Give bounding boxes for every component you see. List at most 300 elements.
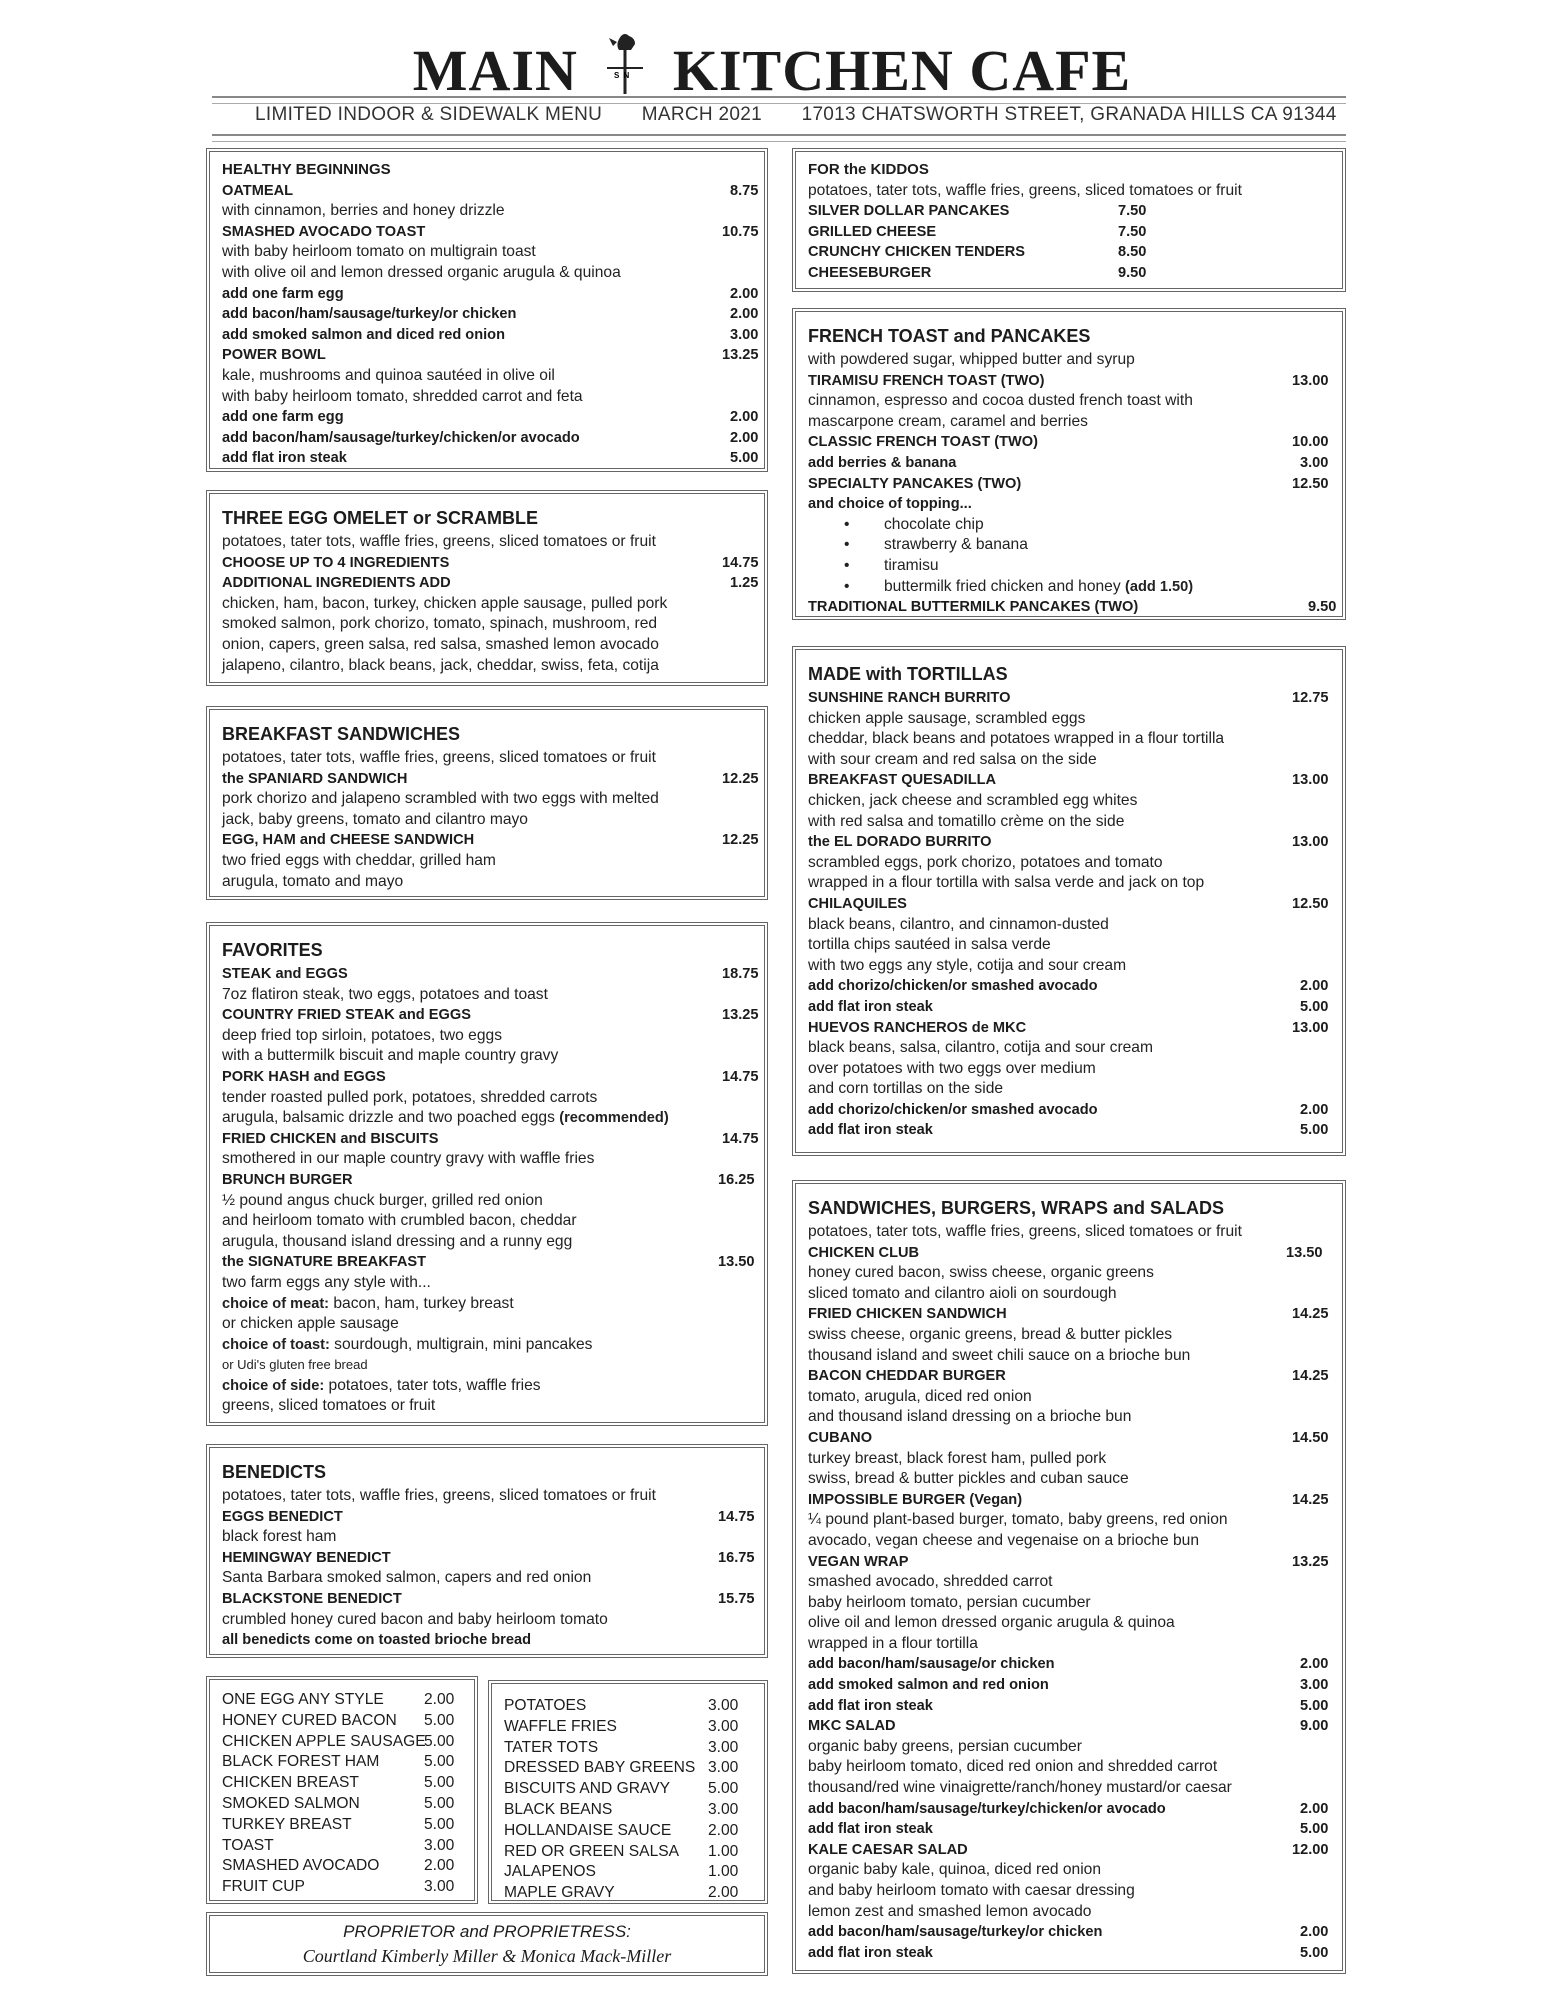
addon-name: add flat iron steak [808, 1821, 933, 1838]
addon-price: 2.00 [1300, 978, 1329, 995]
address: 17013 CHATSWORTH STREET, GRANADA HILLS CA 91344 [801, 104, 1337, 125]
item-desc: two farm eggs any style with... [222, 1273, 431, 1291]
item-desc: and corn tortillas on the side [808, 1080, 1004, 1098]
item-desc: chicken, jack cheese and scrambled egg whites [808, 791, 1138, 809]
sides-left-section [206, 1676, 478, 1904]
item-price: 13.25 [722, 1007, 759, 1024]
addon-price: 2.00 [730, 409, 759, 426]
item-price: 2.00 [708, 1821, 739, 1839]
addon-price: 3.00 [1300, 454, 1329, 471]
item-name: JALAPENOS [504, 1863, 596, 1881]
item-price: 13.50 [718, 1254, 755, 1271]
item-name: POWER BOWL [222, 347, 326, 364]
item-desc: or chicken apple sausage [222, 1315, 399, 1333]
choice-label: choice of side: [222, 1377, 325, 1394]
item-price: 15.75 [718, 1590, 755, 1607]
item-desc: black forest ham [222, 1528, 337, 1546]
item-price: 13.00 [1292, 1019, 1329, 1036]
item-desc: ½ pound angus chuck burger, grilled red onion [222, 1191, 543, 1209]
topping-choice-label: and choice of topping... [808, 496, 972, 513]
item-desc: kale, mushrooms and quinoa sautéed in olive oil [222, 366, 555, 384]
proprietor-heading: PROPRIETOR and PROPRIETRESS: [343, 1922, 631, 1941]
item-price: 13.00 [1292, 772, 1329, 789]
item-desc: olive oil and lemon dressed organic arugula & quinoa [808, 1614, 1175, 1632]
item-price: 2.00 [424, 1857, 455, 1875]
item-name: POTATOES [504, 1697, 587, 1714]
item-desc: two fried eggs with cheddar, grilled ham [222, 851, 496, 869]
kids-item [808, 201, 1330, 222]
item-name: MAPLE GRAVY [504, 1884, 615, 1902]
item-price: 9.00 [1300, 1718, 1329, 1735]
item-desc: swiss, bread & butter pickles and cuban sauce [808, 1470, 1129, 1488]
topping-text: tiramisu [884, 556, 939, 574]
item-price: 7.50 [1118, 223, 1147, 240]
sides-right-list [504, 1696, 752, 1904]
item-desc: arugula, tomato and mayo [222, 872, 404, 890]
item-desc: black beans, cilantro, and cinnamon-dusted [808, 915, 1109, 933]
item-name: ADDITIONAL INGREDIENTS ADD [222, 575, 451, 592]
item-price: 3.00 [708, 1697, 739, 1714]
item-name: HEMINGWAY BENEDICT [222, 1549, 391, 1566]
side-item [222, 1794, 462, 1815]
item-name: TRADITIONAL BUTTERMILK PANCAKES (TWO) [808, 599, 1139, 616]
addon-name: add chorizo/chicken/or smashed avocado [808, 1101, 1098, 1118]
item-name: HUEVOS RANCHEROS de MKC [808, 1019, 1027, 1036]
item-name: CRUNCHY CHICKEN TENDERS [808, 244, 1026, 261]
item-name: BLACK BEANS [504, 1800, 613, 1818]
item-desc [222, 1108, 752, 1129]
item-name: CLASSIC FRENCH TOAST (TWO) [808, 434, 1038, 451]
breakfast-sandwiches-section [206, 706, 768, 900]
topping-surcharge: (add 1.50) [1124, 578, 1194, 595]
item-name: BRUNCH BURGER [222, 1171, 353, 1188]
addon-price: 5.00 [1300, 1122, 1329, 1139]
topping-text: chocolate chip [884, 515, 984, 533]
item-name: TURKEY BREAST [222, 1815, 352, 1833]
item-price: 5.00 [424, 1732, 455, 1750]
item-name: the EL DORADO BURRITO [808, 834, 992, 851]
kids-item [808, 263, 1330, 284]
item-desc: tortilla chips sautéed in salsa verde [808, 936, 1051, 954]
item-name: FRIED CHICKEN SANDWICH [808, 1306, 1007, 1323]
item-desc: thousand/red wine vinaigrette/ranch/honey mustard/or caesar [808, 1779, 1232, 1797]
side-item [222, 1836, 462, 1857]
addon-name: add smoked salmon and diced red onion [222, 326, 506, 343]
side-item [222, 1711, 462, 1732]
item-name: FRIED CHICKEN and BISCUITS [222, 1130, 439, 1147]
side-item [222, 1773, 462, 1794]
item-price: 5.00 [424, 1711, 455, 1729]
choice-toast [222, 1335, 752, 1356]
side-item [504, 1883, 752, 1904]
addon-price: 2.00 [1300, 1800, 1329, 1817]
item-name: COUNTRY FRIED STEAK and EGGS [222, 1007, 471, 1024]
item-price: 14.25 [1292, 1491, 1329, 1508]
benedicts-section [206, 1444, 768, 1658]
sides-note: potatoes, tater tots, waffle fries, greens, sliced tomatoes or fruit [222, 533, 656, 550]
tortillas-section [792, 646, 1346, 1156]
item-price: 10.00 [1292, 434, 1329, 451]
item-name: BLACKSTONE BENEDICT [222, 1590, 402, 1607]
item-price: 18.75 [722, 966, 759, 982]
side-item [222, 1732, 462, 1753]
bullet-icon: • [844, 536, 850, 554]
item-desc: and thousand island dressing on a brioche bun [808, 1408, 1132, 1426]
sides-note: potatoes, tater tots, waffle fries, greens, sliced tomatoes or fruit [222, 749, 656, 766]
subheader [255, 104, 1337, 126]
item-name: the SIGNATURE BREAKFAST [222, 1254, 427, 1271]
item-price: 2.00 [424, 1691, 455, 1708]
choice-side [222, 1376, 752, 1397]
item-price: 5.00 [424, 1774, 455, 1792]
item-price: 14.25 [1292, 1306, 1329, 1323]
sides-right-section [488, 1680, 768, 1904]
item-desc: cinnamon, espresso and cocoa dusted french toast with [808, 392, 1193, 410]
section-title: FOR the KIDDOS [808, 161, 929, 178]
item-desc: wrapped in a flour tortilla [808, 1634, 978, 1652]
addon-name: add flat iron steak [808, 1697, 933, 1714]
item-price: 3.00 [424, 1878, 455, 1896]
item-desc: smothered in our maple country gravy with waffle fries [222, 1150, 595, 1168]
item-price: 14.75 [718, 1508, 755, 1525]
side-item [222, 1752, 462, 1773]
item-desc: smashed avocado, shredded carrot [808, 1573, 1053, 1591]
section-title: BENEDICTS [222, 1462, 327, 1482]
addon-name: add flat iron steak [808, 1944, 933, 1961]
item-name: VEGAN WRAP [808, 1553, 909, 1570]
vane-letters: S N [614, 71, 631, 80]
item-desc: crumbled honey cured bacon and baby heirloom tomato [222, 1610, 608, 1628]
item-price: 13.50 [1286, 1244, 1323, 1261]
bullet-icon: • [844, 515, 850, 533]
side-item [504, 1821, 752, 1842]
section-title: SANDWICHES, BURGERS, WRAPS and SALADS [808, 1198, 1225, 1218]
addon-price: 5.00 [1300, 1821, 1329, 1838]
item-name: CHILAQUILES [808, 895, 907, 912]
item-name: OATMEAL [222, 182, 294, 199]
addon-name: add one farm egg [222, 285, 344, 302]
item-desc: greens, sliced tomatoes or fruit [222, 1397, 436, 1415]
item-desc: over potatoes with two eggs over medium [808, 1059, 1096, 1077]
item-desc: tomato, arugula, diced red onion [808, 1387, 1032, 1405]
sides-left-list [222, 1690, 462, 1898]
item-desc: wrapped in a flour tortilla with salsa verde and jack on top [808, 874, 1205, 892]
item-name: SMASHED AVOCADO [222, 1857, 380, 1875]
benedicts-note: all benedicts come on toasted brioche bread [222, 1632, 531, 1649]
header-rule-bottom [212, 134, 1346, 142]
item-price: 13.25 [722, 347, 759, 364]
item-price: 12.00 [1292, 1841, 1329, 1858]
item-price: 14.75 [722, 554, 759, 571]
menu-type: LIMITED INDOOR & SIDEWALK MENU [255, 104, 603, 125]
topping-text: buttermilk fried chicken and honey [884, 577, 1121, 595]
side-item [222, 1815, 462, 1836]
bullet-icon: • [844, 556, 850, 574]
item-price: 16.25 [718, 1171, 755, 1188]
item-price: 1.00 [708, 1842, 739, 1860]
item-price: 3.00 [708, 1800, 739, 1818]
item-name: MKC SALAD [808, 1718, 896, 1735]
sides-note: potatoes, tater tots, waffle fries, greens, sliced tomatoes or fruit [222, 1487, 656, 1504]
item-desc: with olive oil and lemon dressed organic arugula & quinoa [222, 263, 621, 281]
item-name: SMASHED AVOCADO TOAST [222, 223, 426, 240]
item-price: 3.00 [708, 1717, 739, 1735]
section-title: BREAKFAST SANDWICHES [222, 724, 461, 744]
topping-text: strawberry & banana [884, 536, 1028, 554]
bullet-icon: • [844, 577, 850, 595]
proprietor-section [206, 1912, 768, 1976]
addon-price: 2.00 [1300, 1924, 1329, 1941]
item-desc: honey cured bacon, swiss cheese, organic greens [808, 1264, 1154, 1282]
item-desc: with baby heirloom tomato on multigrain toast [222, 243, 536, 261]
item-name: TATER TOTS [504, 1738, 599, 1756]
item-desc: turkey breast, black forest ham, pulled pork [808, 1449, 1107, 1467]
item-name: SUNSHINE RANCH BURRITO [808, 690, 1011, 706]
item-name: PORK HASH and EGGS [222, 1068, 386, 1085]
section-title: MADE with TORTILLAS [808, 664, 1008, 684]
healthy-beginnings-section [206, 148, 768, 472]
sides-note: potatoes, tater tots, waffle fries, greens, sliced tomatoes or fruit [808, 1223, 1242, 1240]
topping-item [808, 577, 1330, 598]
item-price: 12.50 [1292, 475, 1329, 492]
item-desc: scrambled eggs, pork chorizo, potatoes and tomato [808, 853, 1163, 871]
item-desc: swiss cheese, organic greens, bread & butter pickles [808, 1325, 1173, 1343]
item-desc: baby heirloom tomato, diced red onion and shredded carrot [808, 1758, 1218, 1776]
recommended-note: (recommended) [559, 1110, 669, 1127]
item-price: 3.00 [708, 1759, 739, 1777]
item-price: 2.00 [708, 1884, 739, 1902]
french-toast-section [792, 308, 1346, 620]
cafe-title [0, 32, 1544, 101]
section-title: FRENCH TOAST and PANCAKES [808, 326, 1091, 346]
side-item [504, 1842, 752, 1863]
side-item [504, 1800, 752, 1821]
item-desc: and heirloom tomato with crumbled bacon, cheddar [222, 1212, 577, 1230]
item-price: 10.75 [722, 223, 759, 240]
item-name: FRUIT CUP [222, 1878, 305, 1896]
item-name: BACON CHEDDAR BURGER [808, 1368, 1006, 1385]
addon-price: 5.00 [730, 450, 759, 467]
item-desc: organic baby kale, quinoa, diced red onion [808, 1861, 1102, 1879]
addon-price: 2.00 [1300, 1656, 1329, 1673]
item-desc: deep fried top sirloin, potatoes, two eggs [222, 1026, 502, 1044]
topping-item [808, 556, 1330, 577]
item-price: 14.75 [722, 1068, 759, 1085]
item-name: CHOOSE UP TO 4 INGREDIENTS [222, 554, 450, 571]
item-price: 1.00 [708, 1863, 739, 1881]
item-name: HONEY CURED BACON [222, 1711, 397, 1729]
item-desc: jack, baby greens, tomato and cilantro mayo [222, 810, 528, 828]
item-name: TOAST [222, 1836, 274, 1854]
item-desc: arugula, thousand island dressing and a runny egg [222, 1232, 573, 1250]
proprietor-names: Courtland Kimberly Miller & Monica Mack-Miller [302, 1946, 672, 1966]
item-price: 12.50 [1292, 895, 1329, 912]
addon-name: add chorizo/chicken/or smashed avocado [808, 978, 1098, 995]
section-title: THREE EGG OMELET or SCRAMBLE [222, 508, 539, 528]
item-desc: avocado, vegan cheese and vegenaise on a brioche bun [808, 1531, 1200, 1549]
topping-item [808, 515, 1330, 536]
item-price: 8.50 [1118, 244, 1147, 261]
item-name: SPECIALTY PANCAKES (TWO) [808, 475, 1022, 492]
addon-price: 5.00 [1300, 1697, 1329, 1714]
item-desc: thousand island and sweet chili sauce on a brioche bun [808, 1346, 1191, 1364]
addon-price: 3.00 [1300, 1677, 1329, 1694]
choice-text: potatoes, tater tots, waffle fries [324, 1376, 541, 1394]
side-item [504, 1779, 752, 1800]
item-desc: Santa Barbara smoked salmon, capers and red onion [222, 1569, 592, 1587]
item-price: 14.75 [722, 1130, 759, 1147]
side-item [222, 1690, 462, 1711]
item-name: STEAK and EGGS [222, 966, 348, 982]
sides-note: potatoes, tater tots, waffle fries, greens, sliced tomatoes or fruit [808, 181, 1242, 199]
addon-price: 5.00 [1300, 1944, 1329, 1961]
item-desc: ¼ pound plant-based burger, tomato, baby greens, red onion [808, 1511, 1228, 1529]
addon-name: add bacon/ham/sausage/turkey/or chicken [808, 1924, 1103, 1941]
addon-price: 2.00 [730, 285, 759, 302]
item-price: 9.50 [1308, 599, 1337, 616]
header-rule-top [212, 96, 1346, 104]
item-desc: pork chorizo and jalapeno scrambled with two eggs with melted [222, 790, 659, 808]
item-price: 3.00 [424, 1836, 455, 1854]
item-price: 12.25 [722, 770, 759, 787]
kids-item [808, 242, 1330, 263]
item-price: 3.00 [708, 1738, 739, 1756]
item-name: CHEESEBURGER [808, 264, 932, 281]
kids-item [808, 222, 1330, 243]
item-name: HOLLANDAISE SAUCE [504, 1821, 672, 1839]
section-title: FAVORITES [222, 940, 323, 960]
addon-price: 2.00 [730, 429, 759, 446]
weathervane-rooster-icon [599, 32, 651, 94]
item-price: 9.50 [1118, 264, 1147, 281]
item-name: CHICKEN BREAST [222, 1774, 359, 1792]
item-desc-text: arugula, balsamic drizzle and two poached eggs [222, 1109, 555, 1127]
ingredients-line: jalapeno, cilantro, black beans, jack, cheddar, swiss, feta, cotija [222, 656, 659, 674]
item-name: DRESSED BABY GREENS [504, 1759, 696, 1777]
item-desc: sliced tomato and cilantro aioli on sourdough [808, 1284, 1117, 1302]
addon-price: 3.00 [730, 326, 759, 343]
choice-label: choice of meat: [222, 1295, 330, 1312]
side-item [504, 1738, 752, 1759]
item-price: 13.00 [1292, 834, 1329, 851]
item-price: 14.50 [1292, 1429, 1329, 1446]
addon-name: add bacon/ham/sausage/turkey/chicken/or avocado [222, 429, 580, 446]
omelet-section [206, 490, 768, 686]
title-left: MAIN [412, 38, 578, 103]
menu-date: MARCH 2021 [641, 104, 762, 125]
item-name: SMOKED SALMON [222, 1794, 360, 1812]
item-price: 16.75 [718, 1549, 755, 1566]
item-price: 8.75 [730, 182, 759, 199]
item-desc: with cinnamon, berries and honey drizzle [222, 202, 505, 220]
addon-name: add smoked salmon and red onion [808, 1677, 1049, 1694]
item-name: GRILLED CHEESE [808, 223, 937, 240]
item-name: ONE EGG ANY STYLE [222, 1691, 384, 1708]
burgers-salads-section [792, 1180, 1346, 1974]
item-name: RED OR GREEN SALSA [504, 1842, 680, 1860]
topping-item [808, 535, 1330, 556]
item-price: 12.25 [722, 832, 759, 849]
addon-name: add berries & banana [808, 454, 957, 471]
item-desc: cheddar, black beans and potatoes wrapped in a flour tortilla [808, 730, 1225, 748]
ingredients-line: onion, capers, green salsa, red salsa, smashed lemon avocado [222, 635, 659, 653]
item-desc: with sour cream and red salsa on the side [808, 750, 1097, 768]
item-price: 5.00 [708, 1780, 739, 1798]
item-price: 12.75 [1292, 690, 1329, 706]
item-name: IMPOSSIBLE BURGER (Vegan) [808, 1491, 1023, 1508]
addon-price: 2.00 [1300, 1101, 1329, 1118]
ingredients-line: smoked salmon, pork chorizo, tomato, spinach, mushroom, red [222, 615, 658, 633]
ingredients-line: chicken, ham, bacon, turkey, chicken apple sausage, pulled pork [222, 594, 668, 612]
addon-name: add bacon/ham/sausage/turkey/or chicken [222, 306, 517, 323]
addon-name: add one farm egg [222, 409, 344, 426]
favorites-section [206, 922, 768, 1426]
kids-list [808, 201, 1330, 283]
item-price: 7.50 [1118, 203, 1147, 220]
item-desc: with red salsa and tomatillo crème on the side [808, 812, 1125, 830]
item-price: 5.00 [424, 1794, 455, 1812]
item-name: CHICKEN CLUB [808, 1244, 920, 1261]
choice-label: choice of toast: [222, 1336, 330, 1353]
section-title: HEALTHY BEGINNINGS [222, 161, 391, 178]
item-name: KALE CAESAR SALAD [808, 1841, 968, 1858]
item-price: 14.25 [1292, 1368, 1329, 1385]
choice-text: sourdough, multigrain, mini pancakes [329, 1335, 593, 1353]
side-item [504, 1717, 752, 1738]
item-desc: or Udi's gluten free bread [222, 1357, 368, 1373]
item-name: WAFFLE FRIES [504, 1717, 617, 1735]
addon-name: add flat iron steak [222, 450, 347, 467]
item-name: EGGS BENEDICT [222, 1508, 343, 1525]
item-desc: and baby heirloom tomato with caesar dressing [808, 1882, 1135, 1899]
item-name: EGG, HAM and CHEESE SANDWICH [222, 832, 475, 849]
item-desc: baby heirloom tomato, persian cucumber [808, 1593, 1091, 1611]
side-item [504, 1862, 752, 1883]
choice-text: bacon, ham, turkey breast [329, 1294, 514, 1312]
item-desc: lemon zest and smashed lemon avocado [808, 1902, 1092, 1920]
addon-name: add bacon/ham/sausage/turkey/chicken/or avocado [808, 1800, 1166, 1817]
addon-name: add flat iron steak [808, 1122, 933, 1139]
item-desc: chicken apple sausage, scrambled eggs [808, 709, 1086, 727]
side-item [504, 1696, 752, 1717]
item-desc: tender roasted pulled pork, potatoes, shredded carrots [222, 1088, 598, 1106]
side-item [504, 1758, 752, 1779]
item-price: 1.25 [730, 575, 759, 592]
item-desc: with a buttermilk biscuit and maple country gravy [222, 1047, 559, 1065]
addon-price: 2.00 [730, 306, 759, 323]
item-name: BISCUITS AND GRAVY [504, 1780, 671, 1798]
item-desc: organic baby greens, persian cucumber [808, 1737, 1082, 1755]
item-name: the SPANIARD SANDWICH [222, 770, 408, 787]
item-name: CHICKEN APPLE SAUSAGE [222, 1732, 426, 1750]
item-price: 13.00 [1292, 372, 1329, 389]
item-name: BLACK FOREST HAM [222, 1753, 380, 1771]
item-name: TIRAMISU FRENCH TOAST (TWO) [808, 372, 1045, 389]
addon-name: add bacon/ham/sausage/or chicken [808, 1656, 1055, 1673]
title-right: KITCHEN CAFE [672, 38, 1132, 103]
choice-meat [222, 1294, 752, 1315]
item-desc: 7oz flatiron steak, two eggs, potatoes and toast [222, 985, 548, 1003]
item-desc: black beans, salsa, cilantro, cotija and sour cream [808, 1039, 1153, 1057]
addon-name: add flat iron steak [808, 998, 933, 1015]
item-desc: mascarpone cream, caramel and berries [808, 412, 1088, 430]
item-price: 5.00 [424, 1753, 455, 1771]
item-desc: with two eggs any style, cotija and sour cream [808, 956, 1127, 974]
kiddos-section [792, 148, 1346, 292]
item-name: SILVER DOLLAR PANCAKES [808, 203, 1010, 220]
side-item [222, 1856, 462, 1877]
item-name: CUBANO [808, 1429, 873, 1446]
